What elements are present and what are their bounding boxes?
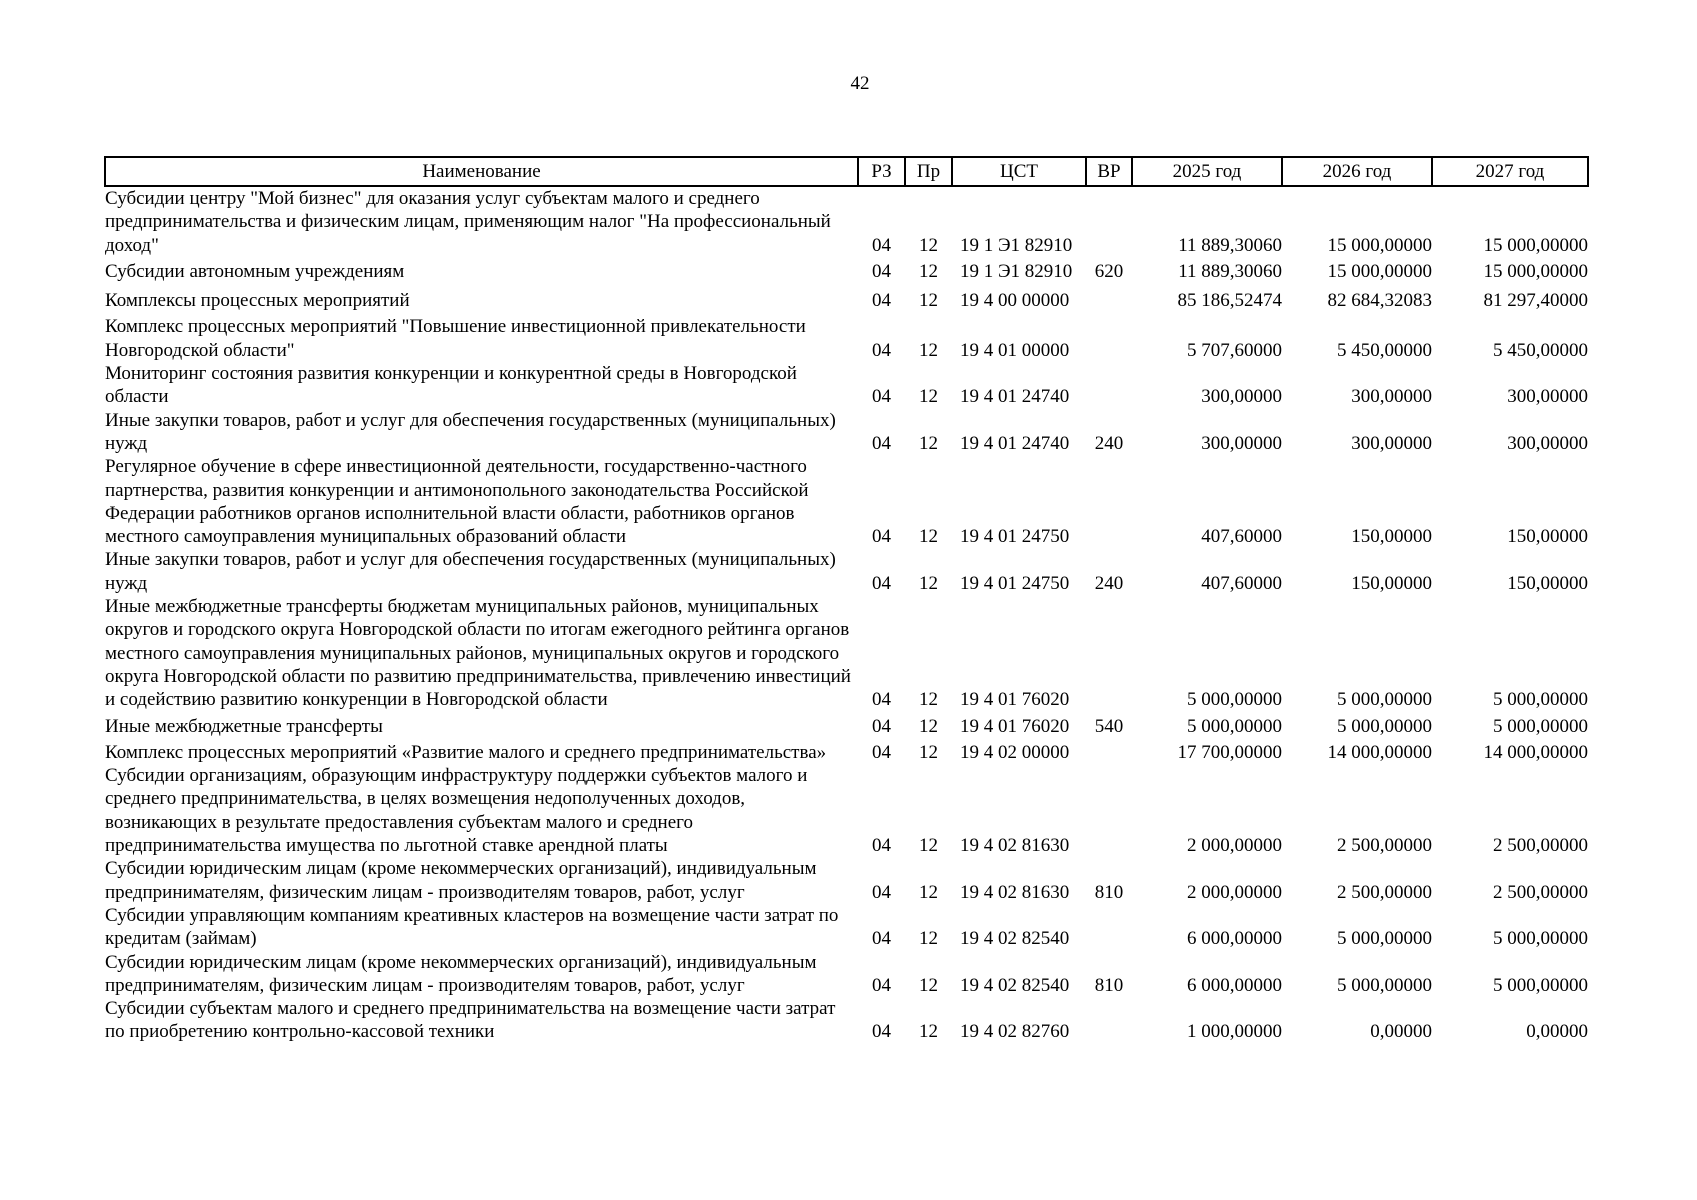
row-vr: 810 [1094, 881, 1124, 903]
row-cst: 19 4 02 82760 [960, 1021, 1070, 1043]
row-cst: 19 4 00 00000 [960, 290, 1070, 312]
row-name: Иные закупки товаров, работ и услуг для обеспечения государственных (муниципальных) нужд [105, 549, 836, 594]
row-2026: 150,00000 [1351, 572, 1432, 594]
table-header-row [105, 157, 1588, 186]
row-pr: 12 [919, 881, 938, 903]
row-vr [1086, 315, 1132, 362]
table-row [105, 409, 1588, 456]
row-name: Иные межбюджетные трансферты бюджетам муниципальных районов, муниципальных округов и городского округа Новгородской области по итогам ежегодного рейтинга органов местного самоуправления муниципальных районов, муниципальных округов и городского округа Новгородской области по развитию предпринимательства, привлечению инвестиций и содействию развитию конкуренции в Новгородской области [105, 596, 851, 711]
row-name: Мониторинг состояния развития конкуренции и конкурентной среды в Новгородской области [105, 363, 797, 408]
header-rz: РЗ [858, 157, 905, 186]
row-pr: 12 [919, 432, 938, 454]
row-vr [1086, 904, 1132, 951]
table-row [105, 595, 1588, 711]
row-vr: 620 [1094, 260, 1124, 282]
row-2027: 300,00000 [1507, 432, 1588, 454]
header-vr: ВР [1086, 157, 1132, 186]
table-row [105, 257, 1588, 286]
row-2026: 5 450,00000 [1337, 339, 1432, 361]
table-row [105, 857, 1588, 904]
row-cst: 19 4 01 00000 [960, 339, 1070, 361]
row-pr: 12 [919, 260, 938, 282]
row-2025: 6 000,00000 [1187, 928, 1282, 950]
row-rz: 04 [872, 234, 891, 256]
row-name: Субсидии юридическим лицам (кроме некоммерческих организаций), индивидуальным предпринимателям, физическим лицам - производителям товаров, работ, услуг [105, 858, 817, 903]
row-2026: 5 000,00000 [1337, 974, 1432, 996]
table-row [105, 904, 1588, 951]
row-cst: 19 4 01 76020 [960, 689, 1070, 711]
row-2026: 14 000,00000 [1327, 741, 1432, 763]
row-2027: 5 000,00000 [1493, 928, 1588, 950]
row-pr: 12 [919, 572, 938, 594]
header-pr: Пр [905, 157, 952, 186]
row-name: Регулярное обучение в сфере инвестиционной деятельности, государственно-частного партнерства, развития конкуренции и антимонопольного законодательства Российской Федерации работников органов исполнительной власти области, работников органов местного самоуправления муниципальных образований области [105, 456, 809, 548]
row-pr: 12 [919, 689, 938, 711]
row-rz: 04 [872, 290, 891, 312]
row-2026: 82 684,32083 [1327, 290, 1432, 312]
row-vr [1086, 997, 1132, 1044]
row-cst: 19 4 02 00000 [960, 741, 1070, 763]
row-pr: 12 [919, 386, 938, 408]
row-name: Комплекс процессных мероприятий «Развитие малого и среднего предпринимательства» [105, 741, 827, 763]
row-2027: 5 000,00000 [1493, 689, 1588, 711]
row-rz: 04 [872, 572, 891, 594]
row-2027: 150,00000 [1507, 572, 1588, 594]
row-2026: 150,00000 [1351, 526, 1432, 548]
row-cst: 19 4 01 24750 [960, 572, 1070, 594]
row-rz: 04 [872, 715, 891, 737]
row-name: Субсидии субъектам малого и среднего предпринимательства на возмещение части затрат по приобретению контрольно-кассовой техники [105, 998, 836, 1043]
row-2025: 407,60000 [1201, 526, 1282, 548]
table-row [105, 455, 1588, 548]
row-2027: 5 000,00000 [1493, 715, 1588, 737]
row-2027: 150,00000 [1507, 526, 1588, 548]
row-vr [1086, 764, 1132, 857]
row-2025: 2 000,00000 [1187, 881, 1282, 903]
table-row [105, 997, 1588, 1044]
row-pr: 12 [919, 741, 938, 763]
row-vr [1086, 741, 1132, 764]
row-2027: 5 450,00000 [1493, 339, 1588, 361]
row-rz: 04 [872, 339, 891, 361]
row-name: Иные межбюджетные трансферты [105, 715, 383, 737]
row-cst: 19 1 Э1 82910 [960, 234, 1073, 256]
row-pr: 12 [919, 234, 938, 256]
row-cst: 19 4 01 24740 [960, 432, 1070, 454]
row-2026: 15 000,00000 [1327, 260, 1432, 282]
row-2025: 300,00000 [1201, 386, 1282, 408]
row-rz: 04 [872, 260, 891, 282]
row-rz: 04 [872, 386, 891, 408]
row-rz: 04 [872, 928, 891, 950]
row-2027: 0,00000 [1526, 1021, 1588, 1043]
row-2027: 300,00000 [1507, 386, 1588, 408]
table-row [105, 764, 1588, 857]
row-vr [1086, 455, 1132, 548]
row-2025: 5 707,60000 [1187, 339, 1282, 361]
row-2026: 0,00000 [1370, 1021, 1432, 1043]
row-rz: 04 [872, 835, 891, 857]
header-name: Наименование [105, 157, 858, 186]
header-cst: ЦСТ [952, 157, 1086, 186]
row-pr: 12 [919, 290, 938, 312]
row-2026: 300,00000 [1351, 432, 1432, 454]
row-name: Субсидии организациям, образующим инфраструктуру поддержки субъектов малого и среднего предпринимательства, в целях возмещения недополученных доходов, возникающих в результате предоставления субъектам малого и среднего предпринимательства имущества по льготной ставке арендной платы [105, 765, 808, 857]
row-cst: 19 4 01 24740 [960, 386, 1070, 408]
table-row [105, 286, 1588, 315]
row-cst: 19 4 02 81630 [960, 835, 1070, 857]
row-2026: 2 500,00000 [1337, 881, 1432, 903]
row-cst: 19 4 01 76020 [960, 715, 1070, 737]
row-name: Субсидии центру "Мой бизнес" для оказания услуг субъектам малого и среднего предпринимательства и физическим лицам, применяющим налог "На профессиональный доход" [105, 188, 831, 256]
header-2027: 2027 год [1432, 157, 1588, 186]
row-2025: 1 000,00000 [1187, 1021, 1282, 1043]
table-row [105, 186, 1588, 257]
row-name: Субсидии управляющим компаниям креативных кластеров на возмещение части затрат по кредитам (займам) [105, 904, 839, 950]
row-name: Субсидии юридическим лицам (кроме некоммерческих организаций), индивидуальным предпринимателям, физическим лицам - производителям товаров, работ, услуг [105, 951, 817, 996]
row-2025: 5 000,00000 [1187, 715, 1282, 737]
row-2027: 15 000,00000 [1483, 234, 1588, 256]
row-2025: 6 000,00000 [1187, 974, 1282, 996]
row-pr: 12 [919, 339, 938, 361]
row-cst: 19 4 01 24750 [960, 526, 1070, 548]
row-name: Иные закупки товаров, работ и услуг для обеспечения государственных (муниципальных) нужд [105, 409, 836, 454]
row-vr: 540 [1094, 715, 1124, 737]
header-2025: 2025 год [1132, 157, 1282, 186]
table-row [105, 548, 1588, 595]
row-pr: 12 [919, 1021, 938, 1043]
row-rz: 04 [872, 974, 891, 996]
table-row [105, 315, 1588, 362]
row-vr: 240 [1094, 432, 1124, 454]
page-number: 42 [850, 73, 870, 94]
row-rz: 04 [872, 1021, 891, 1043]
row-name: Субсидии автономным учреждениям [105, 260, 405, 282]
row-pr: 12 [919, 526, 938, 548]
table-row [105, 362, 1588, 409]
row-2026: 2 500,00000 [1337, 835, 1432, 857]
row-2025: 85 186,52474 [1177, 290, 1282, 312]
row-rz: 04 [872, 526, 891, 548]
budget-table [104, 156, 1589, 1044]
row-vr [1086, 362, 1132, 409]
row-2025: 5 000,00000 [1187, 689, 1282, 711]
row-pr: 12 [919, 715, 938, 737]
row-2027: 14 000,00000 [1483, 741, 1588, 763]
table-row [105, 951, 1588, 998]
row-pr: 12 [919, 974, 938, 996]
row-2026: 15 000,00000 [1327, 234, 1432, 256]
row-vr [1086, 595, 1132, 711]
row-vr: 810 [1094, 974, 1124, 996]
row-pr: 12 [919, 928, 938, 950]
table-row [105, 741, 1588, 764]
row-2025: 11 889,30060 [1178, 260, 1282, 282]
row-2027: 2 500,00000 [1493, 881, 1588, 903]
row-2025: 17 700,00000 [1177, 741, 1282, 763]
header-2026: 2026 год [1282, 157, 1432, 186]
row-cst: 19 4 02 82540 [960, 928, 1070, 950]
row-2026: 5 000,00000 [1337, 715, 1432, 737]
row-2027: 15 000,00000 [1483, 260, 1588, 282]
row-vr [1086, 286, 1132, 315]
table-row [105, 712, 1588, 741]
row-2025: 2 000,00000 [1187, 835, 1282, 857]
row-rz: 04 [872, 881, 891, 903]
row-rz: 04 [872, 689, 891, 711]
row-2027: 2 500,00000 [1493, 835, 1588, 857]
row-2026: 300,00000 [1351, 386, 1432, 408]
row-2025: 300,00000 [1201, 432, 1282, 454]
row-pr: 12 [919, 835, 938, 857]
row-vr: 240 [1094, 572, 1124, 594]
row-2027: 5 000,00000 [1493, 974, 1588, 996]
row-name: Комплекс процессных мероприятий "Повышение инвестиционной привлекательности Новгородской области" [105, 316, 806, 361]
row-2025: 407,60000 [1201, 572, 1282, 594]
row-vr [1086, 186, 1132, 257]
row-2027: 81 297,40000 [1483, 290, 1588, 312]
row-cst: 19 4 02 82540 [960, 974, 1070, 996]
row-cst: 19 4 02 81630 [960, 881, 1070, 903]
row-name: Комплексы процессных мероприятий [105, 290, 410, 312]
row-rz: 04 [872, 432, 891, 454]
row-2025: 11 889,30060 [1178, 234, 1282, 256]
row-cst: 19 1 Э1 82910 [960, 260, 1073, 282]
row-rz: 04 [872, 741, 891, 763]
row-2026: 5 000,00000 [1337, 689, 1432, 711]
row-2026: 5 000,00000 [1337, 928, 1432, 950]
